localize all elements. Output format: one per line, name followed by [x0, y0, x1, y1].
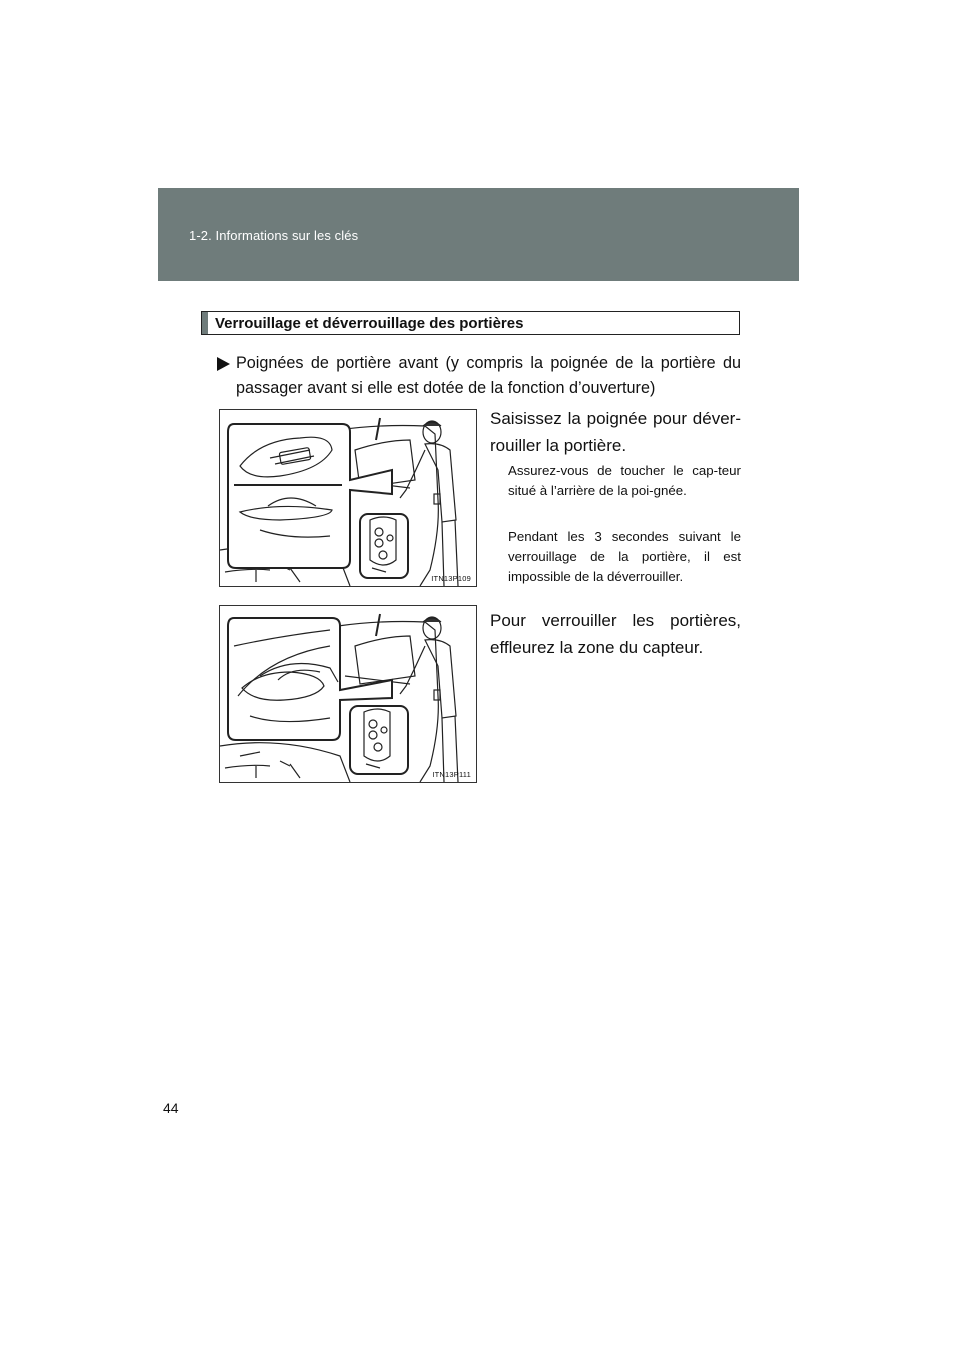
lock-illustration-drawing — [220, 606, 476, 782]
unlock-instruction: Saisissez la poignée pour déver-rouiller la portière. — [490, 409, 741, 455]
lock-instruction: Pour verrouiller les portières, effleurez la zone du capteur. — [490, 611, 741, 657]
unlock-illustration-drawing — [220, 410, 476, 586]
section-heading-text: Verrouillage et déverrouillage des portières — [215, 314, 524, 332]
section-heading — [201, 311, 740, 335]
section-title: 1-2. Informations sur les clés — [189, 228, 359, 243]
unlock-note-delay: Pendant les 3 secondes suivant le verrouillage de la portière, il est impossible de la déverrouiller. — [508, 529, 741, 584]
figure-code: ITN13P109 — [431, 574, 471, 583]
triangle-bullet-icon — [217, 357, 230, 371]
page-number: 44 — [163, 1100, 179, 1116]
illustration-unlock-door — [219, 409, 477, 587]
bullet-text: Poignées de portière avant (y compris la poignée de la portière du passager avant si elle est dotée de la fonction d’ouverture) — [236, 354, 741, 397]
unlock-note-sensor: Assurez-vous de toucher le cap-teur situé à l’arrière de la poi-gnée. — [508, 463, 741, 498]
heading-accent-bar — [202, 312, 208, 334]
chapter-header-band — [158, 188, 799, 281]
illustration-lock-door — [219, 605, 477, 783]
figure-code: ITN13P111 — [432, 770, 471, 779]
bullet-item — [217, 351, 741, 401]
